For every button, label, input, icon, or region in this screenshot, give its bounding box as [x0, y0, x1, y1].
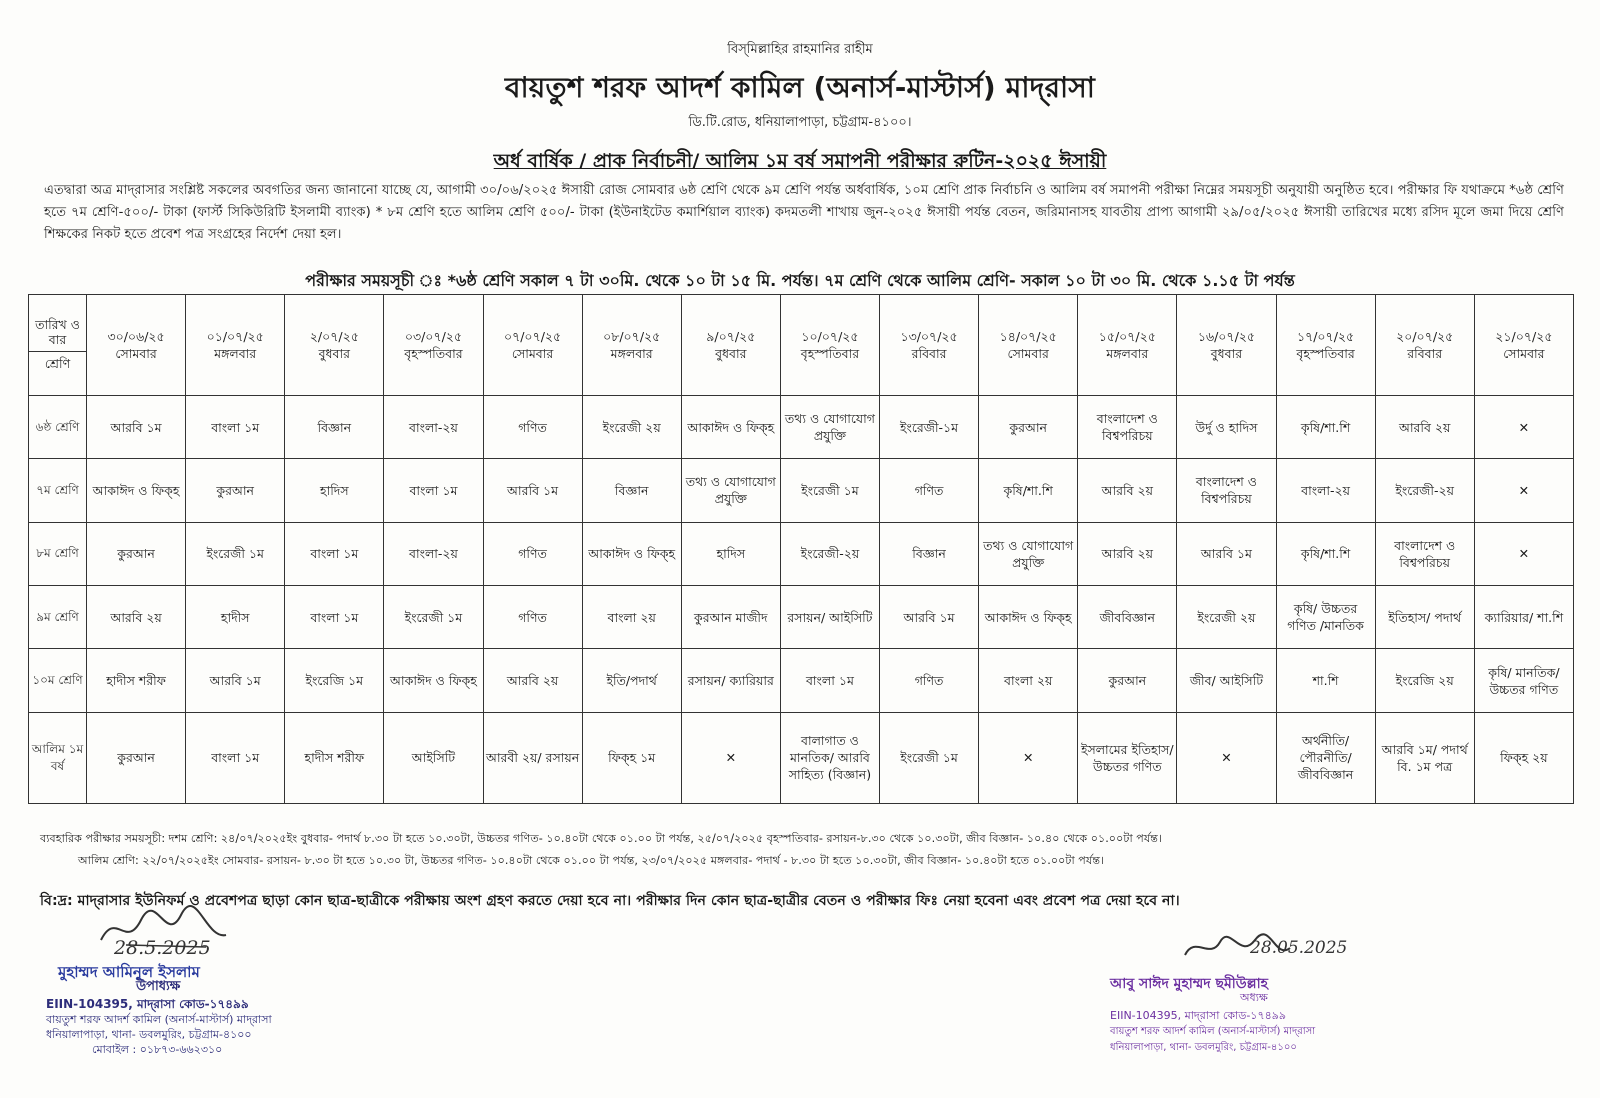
date-header: [87, 295, 186, 396]
weekday-label: বুধবার: [1210, 345, 1243, 361]
weekday-label: রবিবার: [1407, 345, 1443, 361]
subject-cell: আরবি ২য়: [1078, 459, 1177, 522]
no-exam-mark: ✕: [979, 712, 1078, 803]
subject-cell: হাদীস শরীফ: [285, 712, 384, 803]
table-row: [29, 712, 1574, 803]
table-row: [29, 586, 1574, 649]
subject-cell: ইংরেজী ১ম: [780, 459, 879, 522]
subject-cell: ইংরেজী ১ম: [384, 586, 483, 649]
date-header: [1276, 295, 1375, 396]
subject-cell: ইংরেজী-২য়: [1375, 459, 1474, 522]
subject-cell: বাংলা ১ম: [780, 649, 879, 712]
subject-cell: বাংলাদেশ ও বিশ্বপরিচয়: [1078, 395, 1177, 458]
date-header: [1078, 295, 1177, 396]
subject-cell: কুরআন: [1078, 649, 1177, 712]
practical-schedule: [40, 828, 1580, 872]
subject-cell: আকাঈদ ও ফিক্‌হ: [681, 395, 780, 458]
subject-cell: কৃষি/শা.শি: [1276, 522, 1375, 585]
stamp-location: ধনিয়ালাপাড়া, থানা- ডবলমুরিং, চট্টগ্রাম-৪১০০: [46, 1028, 252, 1041]
subject-cell: বাংলা ১ম: [285, 522, 384, 585]
subject-cell: হাদিস: [285, 459, 384, 522]
no-exam-mark: ✕: [1474, 522, 1573, 585]
subject-cell: বাংলা ১ম: [384, 459, 483, 522]
routine-table: [28, 294, 1574, 804]
subject-cell: আকাঈদ ও ফিক্‌হ: [384, 649, 483, 712]
subject-cell: গণিত: [880, 649, 979, 712]
practical-line-1: ব্যবহারিক পরীক্ষার সময়সূচী: দশম শ্রেণি: ২৪/০৭/২০২৫ইং বুধবার- পদার্থ ৮.৩০ টা হতে ১০.৩০টা, উচ্চতর গণিত- ১০.৪০টা থেকে ০১.০০ টা পর্যন্ত, ২৫/০৭/২০২৫ বৃহস্পতিবার- রসায়ন-৮.৩০ থেকে ১০.৩০টা, জীব বিজ্ঞান- ১০.৪০ থেকে ০১.০০টা পর্যন্ত।: [40, 832, 1163, 845]
subject-cell: বাংলা ২য়: [582, 586, 681, 649]
signature-date: 28.05.2025: [1250, 938, 1348, 958]
subject-cell: বিজ্ঞান: [582, 459, 681, 522]
subject-cell: জীব/ আইসিটি: [1177, 649, 1276, 712]
warning-note: বি:দ্র: মাদ্‌রাসার ইউনিফর্ম ও প্রবেশপত্র ছাড়া কোন ছাত্র-ছাত্রীকে পরীক্ষায় অংশ গ্রহণ করতে দেয়া হবে না। পরীক্ষার দিন কোন ছাত্র-ছাত্রীর বেতন ও পরীক্ষার ফিঃ নেয়া হবেনা এবং প্রবেশ পত্র দেয়া হবে না।: [40, 893, 1180, 909]
signature-right: [1110, 930, 1450, 1075]
date-label: ২/০৭/২৫: [309, 328, 359, 344]
subject-cell: কুরআন: [87, 522, 186, 585]
subject-cell: ইংরেজি ১ম: [285, 649, 384, 712]
subject-cell: বাংলাদেশ ও বিশ্বপরিচয়: [1375, 522, 1474, 585]
date-header: [285, 295, 384, 396]
subject-cell: কৃষি/শা.শি: [1276, 395, 1375, 458]
no-exam-mark: ✕: [1474, 395, 1573, 458]
subject-cell: আরবি ১ম: [87, 395, 186, 458]
subject-cell: রসায়ন/ ক্যারিয়ার: [681, 649, 780, 712]
corner-class-label: শ্রেণি: [44, 356, 71, 372]
schedule-line: পরীক্ষার সময়সূচী ঃ *৬ষ্ঠ শ্রেণি সকাল ৭ টা ৩০মি. থেকে ১০ টা ১৫ মি. পর্যন্ত। ৭ম শ্রেণি থেকে আলিম শ্রেণি- সকাল ১০ টা ৩০ মি. থেকে ১.১৫ টা পর্যন্ত: [305, 271, 1295, 290]
signatory-name: মুহাম্মদ আমিনুল ইসলাম: [58, 963, 200, 981]
date-header: [483, 295, 582, 396]
stamp-eiin: EIIN-104395, মাদ্‌রাসা কোড-১৭৪৯৯: [46, 997, 249, 1011]
no-exam-mark: ✕: [681, 712, 780, 803]
subject-cell: গণিত: [880, 459, 979, 522]
date-label: ১৭/০৭/২৫: [1296, 328, 1355, 344]
weekday-label: বৃহস্পতিবার: [404, 345, 463, 361]
date-header: [1177, 295, 1276, 396]
class-label: ১০ম শ্রেণি: [29, 649, 87, 712]
weekday-label: সোমবার: [1007, 345, 1049, 361]
signatory-designation: অধ্যক্ষ: [1240, 991, 1268, 1004]
date-label: ১০/০৭/২৫: [801, 328, 859, 344]
subject-cell: বাংলাদেশ ও বিশ্বপরিচয়: [1177, 459, 1276, 522]
weekday-label: বুধবার: [318, 345, 351, 361]
subject-cell: বাংলা ১ম: [285, 586, 384, 649]
date-header: [1375, 295, 1474, 396]
date-label: ২১/০৭/২৫: [1495, 328, 1553, 344]
signatory-name: আবু সাঈদ মুহাম্মদ ছমীউল্লাহ: [1110, 976, 1269, 992]
subject-cell: রসায়ন/ আইসিটি: [780, 586, 879, 649]
class-label: আলিম ১ম বর্ষ: [29, 712, 87, 803]
subject-cell: কৃষি/ মানতিক/ উচ্চতর গণিত: [1474, 649, 1573, 712]
weekday-label: সোমবার: [511, 345, 554, 361]
address: ডি.টি.রোড, ধনিয়ালাপাড়া, চট্টগ্রাম-৪১০০।: [688, 115, 912, 130]
subject-cell: ফিক্‌হ ২য়: [1474, 712, 1573, 803]
class-label: ৯ম শ্রেণি: [29, 586, 87, 649]
date-label: ৩০/০৬/২৫: [107, 328, 165, 344]
subject-cell: আইসিটি: [384, 712, 483, 803]
date-header: [582, 295, 681, 396]
subject-cell: উর্দু ও হাদিস: [1177, 395, 1276, 458]
date-label: ১৬/০৭/২৫: [1197, 328, 1256, 344]
weekday-label: মঙ্গলবার: [610, 345, 653, 361]
subject-cell: বাংলা-২য়: [384, 522, 483, 585]
subject-cell: গণিত: [483, 586, 582, 649]
signatory-designation: উপাধ্যক্ষ: [136, 979, 181, 994]
subject-cell: গণিত: [483, 522, 582, 585]
subject-cell: ইংরেজী ২য়: [1177, 586, 1276, 649]
subject-cell: আকাঈদ ও ফিক্‌হ: [582, 522, 681, 585]
corner-cell: [29, 295, 87, 396]
subject-cell: কুরআন: [87, 712, 186, 803]
date-header: [1474, 295, 1573, 396]
weekday-label: বৃহস্পতিবার: [1296, 345, 1355, 361]
subject-cell: কুরআন মাজীদ: [681, 586, 780, 649]
subject-cell: আকাঈদ ও ফিক্‌হ: [87, 459, 186, 522]
subject-cell: গণিত: [483, 395, 582, 458]
no-exam-mark: ✕: [1177, 712, 1276, 803]
stamp-eiin: EIIN-104395, মাদ্‌রাসা কোড-১৭৪৯৯: [1110, 1009, 1287, 1022]
subject-cell: বিজ্ঞান: [285, 395, 384, 458]
subject-cell: ইংরেজী ২য়: [582, 395, 681, 458]
subject-cell: ইংরেজি ২য়: [1375, 649, 1474, 712]
date-label: ০৭/০৭/২৫: [503, 328, 562, 344]
subject-cell: বাংলা-২য়: [384, 395, 483, 458]
subject-cell: কুরআন: [186, 459, 285, 522]
subject-cell: আরবি ১ম/ পদার্থ বি. ১ম পত্র: [1375, 712, 1474, 803]
weekday-label: মঙ্গলবার: [214, 345, 257, 361]
subject-cell: ইংরেজী ১ম: [880, 712, 979, 803]
subject-cell: আরবি ১ম: [880, 586, 979, 649]
subject-cell: আরবি ১ম: [483, 459, 582, 522]
exam-title: [0, 147, 1600, 179]
date-label: ২০/০৭/২৫: [1396, 328, 1454, 344]
stamp-phone: মোবাইল : ০১৮৭৩-৬৬২৩১০: [92, 1043, 223, 1056]
bismillah: বিস্‌মিল্লাহির রাহমানির রাহীম: [727, 42, 873, 57]
weekday-label: বৃহস্পতিবার: [800, 345, 860, 361]
date-label: ১৫/০৭/২৫: [1098, 328, 1156, 344]
subject-cell: আরবি ২য়: [87, 586, 186, 649]
subject-cell: বালাগাত ও মানতিক/ আরবি সাহিত্য (বিজ্ঞান): [780, 712, 879, 803]
subject-cell: আরবি ২য়: [483, 649, 582, 712]
subject-cell: আরবি ২য়: [1078, 522, 1177, 585]
practical-line-2: আলিম শ্রেণি: ২২/০৭/২০২৫ইং সোমবার- রসায়ন- ৮.৩০ টা হতে ১০.৩০ টা, উচ্চতর গণিত- ১০.৪০টা থেকে ০১.০০ টা পর্যন্ত, ২৩/০৭/২০২৫ মঙ্গলবার- পদার্থ - ৮.৩০ টা হতে ১০.৩০টা, জীব বিজ্ঞান- ১০.৪০টা হতে ০১.০০টা পর্যন্ত।: [78, 854, 1105, 867]
subject-cell: আরবি ২য়: [1375, 395, 1474, 458]
subject-cell: আরবি ১ম: [186, 649, 285, 712]
stamp-location: ধনিয়ালাপাড়া, থানা- ডবলমুরিং, চট্টগ্রাম-৪১০০: [1110, 1042, 1297, 1053]
subject-cell: তথ্য ও যোগাযোগ প্রযুক্তি: [979, 522, 1078, 585]
subject-cell: শা.শি: [1276, 649, 1375, 712]
table-row: [29, 395, 1574, 458]
date-label: ১৩/০৭/২৫: [900, 328, 958, 344]
subject-cell: কৃষি/ উচ্চতর গণিত /মানতিক: [1276, 586, 1375, 649]
subject-cell: তথ্য ও যোগাযোগ প্রযুক্তি: [780, 395, 879, 458]
subject-cell: ফিক্‌হ ১ম: [582, 712, 681, 803]
date-label: ১৪/০৭/২৫: [999, 328, 1057, 344]
subject-cell: জীববিজ্ঞান: [1078, 586, 1177, 649]
table-row: [29, 459, 1574, 522]
subject-cell: আরবী ২য়/ রসায়ন: [483, 712, 582, 803]
header-row: [29, 295, 1574, 396]
subject-cell: ইসলামের ইতিহাস/ উচ্চতর গণিত: [1078, 712, 1177, 803]
subject-cell: কুরআন: [979, 395, 1078, 458]
date-label: ০৮/০৭/২৫: [603, 328, 661, 344]
subject-cell: আরবি ১ম: [1177, 522, 1276, 585]
subject-cell: বিজ্ঞান: [880, 522, 979, 585]
signature-left: [46, 905, 346, 1070]
weekday-label: বুধবার: [715, 345, 747, 361]
date-header: [384, 295, 483, 396]
subject-cell: বাংলা-২য়: [1276, 459, 1375, 522]
subject-cell: ইংরেজী-২য়: [780, 522, 879, 585]
exam-title-text: অর্ধ বার্ষিক / প্রাক নির্বাচনী/ আলিম ১ম বর্ষ সমাপনী পরীক্ষার রুটিন-২০২৫ ঈসায়ী: [493, 150, 1107, 172]
subject-cell: ইতিহাস/ পদার্থ: [1375, 586, 1474, 649]
class-label: ৬ষ্ঠ শ্রেণি: [29, 395, 87, 458]
page-title: বায়তুশ শরফ আদর্শ কামিল (অনার্স-মাস্টার্স) মাদ্‌রাসা: [504, 71, 1096, 104]
subject-cell: কৃষি/শা.শি: [979, 459, 1078, 522]
subject-cell: ইতি/পদার্থ: [582, 649, 681, 712]
date-header: [979, 295, 1078, 396]
date-label: ০১/০৭/২৫: [206, 328, 264, 344]
date-label: ০৩/০৭/২৫: [404, 328, 463, 344]
notice-paragraph: এতদ্বারা অত্র মাদ্‌রাসার সংশ্লিষ্ট সকলের অবগতির জন্য জানানো যাচ্ছে যে, আগামী ৩০/০৬/২০২৫ ঈসায়ী রোজ সোমবার ৬ষ্ঠ শ্রেণি থেকে ৯ম শ্রেণি পর্যন্ত অর্ধবার্ষিক, ১০ম শ্রেণি প্রাক নির্বাচনি ও আলিম বর্ষ সমাপনী পরীক্ষা নিম্নের সময়সূচী অনুযায়ী অনুষ্ঠিত হবে। পরীক্ষার ফি যথাক্রমে *৬ষ্ঠ শ্রেণি হতে ৭ম শ্রেণি-৫০০/- টাকা (ফার্স্ট সিকিউরিটি ইসলামী ব্যাংক) * ৮ম শ্রেণি হতে আলিম শ্রেণি ৫০০/- টাকা (ইউনাইটেড কমার্শিয়াল ব্যাংক) কদমতলী শাখায় জুন-২০২৫ ঈসায়ী পর্যন্ত বেতন, জরিমানাসহ যাবতীয় প্রাপ্য আগামী ২৯/০৫/২০২৫ ঈসায়ী তারিখের মধ্যে রসিদ মূলে জমা দিয়ে শ্রেণি শিক্ষকের নিকট হতে প্রবেশ পত্র সংগ্রহের নির্দেশ দেয়া হল।: [44, 183, 1564, 242]
date-label: ৯/০৭/২৫: [706, 328, 756, 344]
subject-cell: অর্থনীতি/ পৌরনীতি/ জীববিজ্ঞান: [1276, 712, 1375, 803]
date-header: [186, 295, 285, 396]
table-row: [29, 649, 1574, 712]
stamp-institution: বায়তুশ শরফ আদর্শ কামিল (অনার্স-মাস্টার্স) মাদ্‌রাসা: [46, 1013, 272, 1026]
subject-cell: হাদিস: [681, 522, 780, 585]
table-row: [29, 522, 1574, 585]
subject-cell: হাদীস: [186, 586, 285, 649]
subject-cell: তথ্য ও যোগাযোগ প্রযুক্তি: [681, 459, 780, 522]
subject-cell: বাংলা ২য়: [979, 649, 1078, 712]
no-exam-mark: ✕: [1474, 459, 1573, 522]
date-header: [681, 295, 780, 396]
subject-cell: ইংরেজী-১ম: [880, 395, 979, 458]
date-header: [880, 295, 979, 396]
class-label: ৮ম শ্রেণি: [29, 522, 87, 585]
weekday-label: সোমবার: [115, 345, 157, 361]
subject-cell: ক্যারিয়ার/ শা.শি: [1474, 586, 1573, 649]
weekday-label: মঙ্গলবার: [1106, 345, 1149, 361]
weekday-label: রবিবার: [911, 345, 947, 361]
class-label: ৭ম শ্রেণি: [29, 459, 87, 522]
weekday-label: সোমবার: [1503, 345, 1545, 361]
signature-date: 28.5.2025: [114, 937, 211, 959]
corner-date-label: তারিখ ও বার: [29, 314, 86, 352]
date-header: [780, 295, 879, 396]
subject-cell: ইংরেজী ১ম: [186, 522, 285, 585]
subject-cell: বাংলা ১ম: [186, 712, 285, 803]
stamp-institution: বায়তুশ শরফ আদর্শ কামিল (অনার্স-মাস্টার্স) মাদ্‌রাসা: [1110, 1026, 1316, 1037]
subject-cell: বাংলা ১ম: [186, 395, 285, 458]
subject-cell: হাদীস শরীফ: [87, 649, 186, 712]
subject-cell: আকাঈদ ও ফিক্‌হ: [979, 586, 1078, 649]
